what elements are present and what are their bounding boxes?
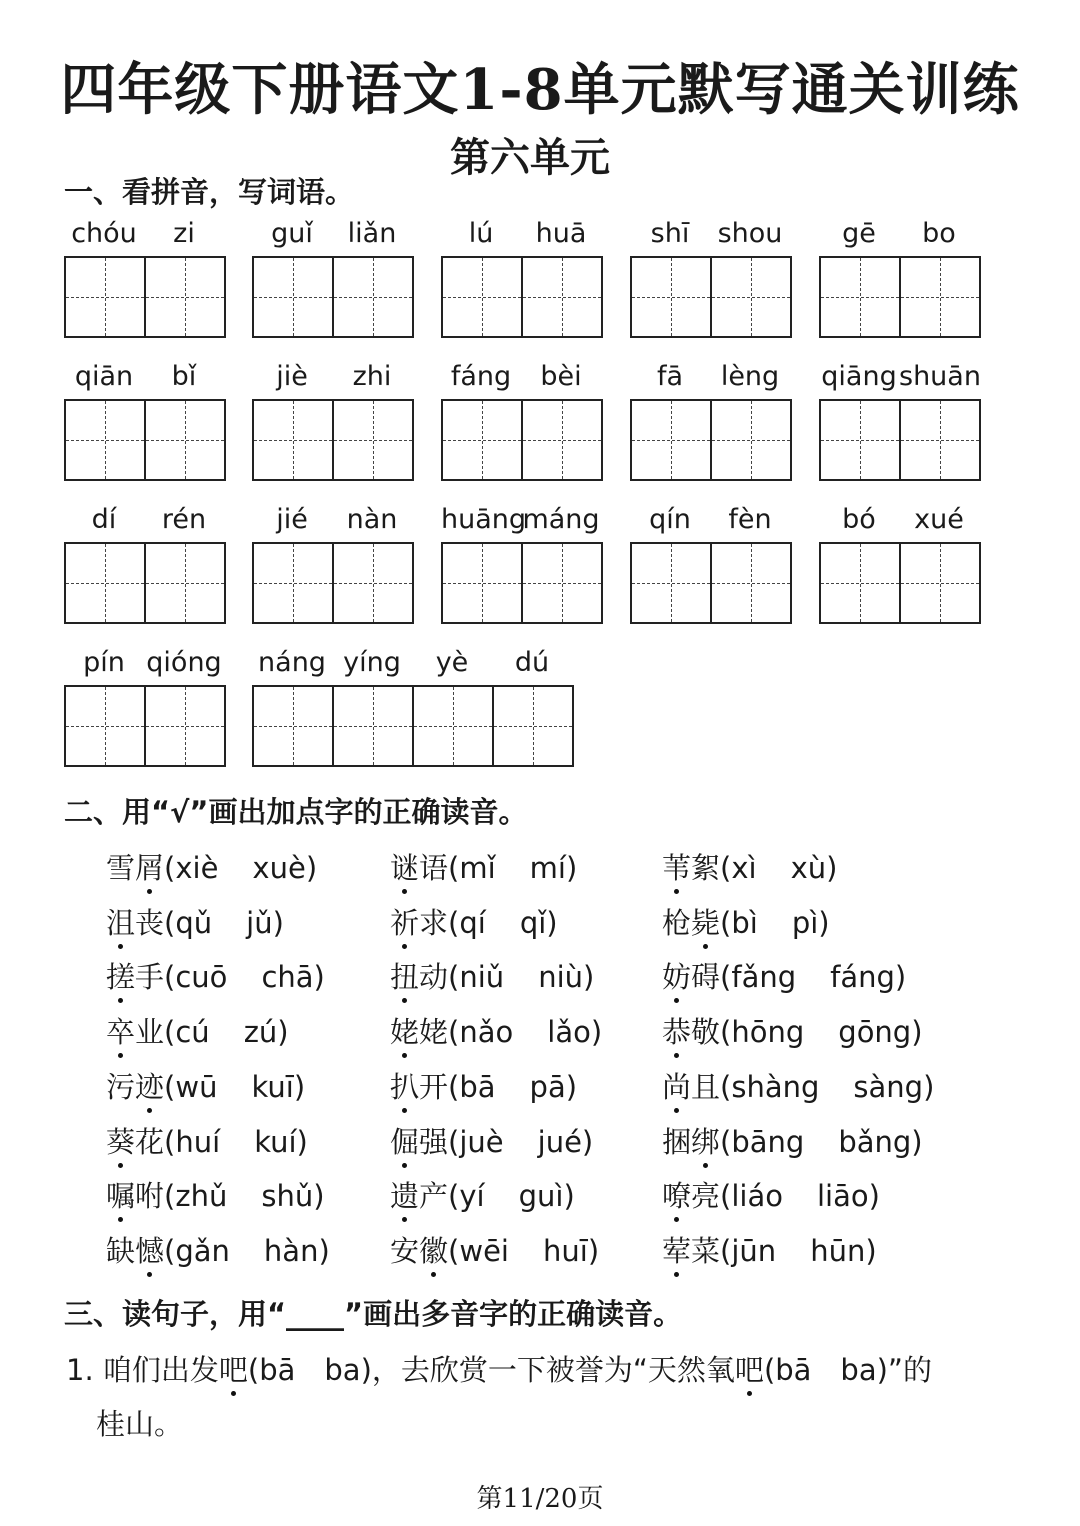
reading-option[interactable]: niǔ [459,960,505,994]
word-char: 手 [135,960,165,994]
writing-box[interactable] [332,685,414,767]
reading-option[interactable]: wēi [459,1234,509,1268]
reading-option[interactable]: pì [791,906,819,940]
dotted-char: 毙 [691,901,720,942]
writing-boxes [252,685,574,767]
paren-open: ( [164,1015,176,1049]
reading-option[interactable]: bā [459,1070,496,1104]
pronunciation-item [390,1229,599,1270]
pinyin-syllable: dú [514,647,550,678]
word-char: 姥 [419,1015,449,1049]
reading-option[interactable]: jǔ [246,906,273,940]
writing-boxes [441,542,603,624]
reading-option[interactable]: niù [538,960,584,994]
pinyin-syllable: huāng [441,504,527,535]
paren-open: ( [720,906,732,940]
reading-option[interactable]: mí [529,851,566,885]
dotted-char: 祈 [390,901,419,942]
pinyin-syllable: jié [276,504,308,535]
pronunciation-item [390,901,558,942]
reading-option[interactable]: kuí [254,1125,297,1159]
pronunciation-item [662,1229,877,1270]
reading-option[interactable]: pā [529,1070,566,1104]
paren-close: ) [305,851,318,885]
word-char: 缺 [106,1234,136,1268]
reading-option[interactable]: gǎn [175,1234,230,1268]
reading-option[interactable]: jué [537,1125,582,1159]
writing-boxes [441,256,603,338]
dotted-char: 憾 [135,1229,164,1270]
paren-open: ( [164,1070,176,1104]
writing-box[interactable] [521,542,603,624]
pinyin-syllable: bo [922,218,956,249]
dotted-char: 屑 [135,846,164,887]
writing-box[interactable] [710,399,792,481]
sentence-1-dotted-char-2: 吧 [735,1348,764,1389]
pinyin-syllable: qióng [146,647,222,678]
word-char: 敬 [691,1015,721,1049]
dotted-char: 倔 [390,1120,419,1161]
reading-option[interactable]: xì [731,851,757,885]
paren-close: ) [894,960,907,994]
dotted-char: 遗 [390,1174,419,1215]
reading-option[interactable]: bāng [731,1125,805,1159]
pinyin-syllable: bǐ [171,361,197,392]
paren-close: ) [313,960,325,994]
paren-close: ) [296,1125,308,1159]
paren-close: ) [865,1234,877,1268]
paren-open: ( [720,851,732,885]
writing-boxes [252,399,414,481]
word-char: 开 [419,1070,449,1104]
writing-box[interactable] [521,399,603,481]
word-char: 污 [106,1070,136,1104]
writing-box[interactable] [332,399,414,481]
pinyin-syllable: guǐ [271,218,313,249]
reading-option[interactable]: zhǔ [175,1179,228,1213]
reading-option[interactable]: huí [175,1125,221,1159]
paren-open: ( [164,1179,176,1213]
dotted-char: 嘱 [106,1174,135,1215]
reading-option[interactable]: jūn [731,1234,777,1268]
paren-open: ( [720,1125,732,1159]
reading-option[interactable]: xuè [252,851,306,885]
page-title: 四年级下册语文1-8单元默写通关训练 [60,57,1020,123]
reading-option[interactable]: xù [790,851,827,885]
pinyin-syllable: qiān [74,361,134,392]
writing-box[interactable] [252,399,334,481]
pinyin-syllable: pín [83,647,125,678]
dotted-char: 苇 [662,846,691,887]
sentence-1-part-a: 1. 咱们出发 [66,1353,219,1387]
dotted-char: 荤 [662,1229,691,1270]
writing-boxes [64,399,226,481]
pinyin-syllable: liǎn [347,218,397,249]
reading-option[interactable]: lǎo [547,1015,591,1049]
dotted-char: 谜 [390,846,419,887]
pronunciation-item [390,846,577,887]
word-char: 产 [419,1179,449,1213]
dotted-char: 徽 [419,1229,448,1270]
word-char: 求 [419,906,449,940]
reading-option[interactable]: hōng [731,1015,805,1049]
pinyin-syllable: fèn [728,504,772,535]
paren-close: ) [826,851,838,885]
writing-box[interactable] [899,542,981,624]
reading-option[interactable]: yí [459,1179,485,1213]
pinyin-syllable: lèng [720,361,780,392]
writing-box[interactable] [899,399,981,481]
pronunciation-item [106,1065,305,1106]
pinyin-syllable: shou [717,218,783,249]
paren-close: ) [911,1125,923,1159]
writing-box[interactable] [64,399,146,481]
writing-box[interactable] [441,256,523,338]
word-char: 且 [691,1070,721,1104]
writing-box[interactable] [710,256,792,338]
reading-option[interactable]: wū [175,1070,218,1104]
word-char: 强 [419,1125,449,1159]
word-char: 碍 [691,960,721,994]
word-char: 菜 [691,1234,721,1268]
writing-box[interactable] [819,399,901,481]
writing-box[interactable] [492,685,574,767]
word-char: 丧 [135,906,165,940]
writing-box[interactable] [630,542,712,624]
pronunciation-item [662,1065,934,1106]
pinyin-syllable: zhi [352,361,392,392]
paren-open: ( [448,960,460,994]
section3-heading: 三、读句子，用“____”画出多音字的正确读音。 [64,1297,683,1331]
reading-option[interactable]: gōng [838,1015,912,1049]
paren-close: ) [590,1015,603,1049]
word-char: 捆 [662,1125,692,1159]
reading-option[interactable]: qǔ [175,906,213,940]
writing-box[interactable] [899,256,981,338]
pinyin-syllable: bó [842,504,876,535]
writing-box[interactable] [521,256,603,338]
word-char: 动 [419,960,449,994]
writing-box[interactable] [630,399,712,481]
paren-open: ( [164,960,176,994]
pinyin-syllable: nàn [346,504,398,535]
word-char: 安 [390,1234,420,1268]
writing-box[interactable] [710,542,792,624]
pinyin-syllable: bèi [540,361,582,392]
word-char: 絮 [691,851,721,885]
reading-option[interactable]: hūn [810,1234,866,1268]
paren-open: ( [164,906,176,940]
reading-option[interactable]: cú [175,1015,210,1049]
reading-option[interactable]: qǐ [519,906,547,940]
paren-close: ) [546,906,558,940]
word-char: 亮 [691,1179,721,1213]
dotted-char: 嘹 [662,1174,691,1215]
word-char: 语 [419,851,449,885]
sentence-1-part-b: (bā ba)，去欣赏一下被誉为“天然氧 [247,1353,735,1387]
paren-close: ) [565,1070,578,1104]
reading-option[interactable]: chā [261,960,314,994]
paren-open: ( [448,1234,460,1268]
dotted-char: 葵 [106,1120,135,1161]
writing-boxes [819,542,981,624]
paren-close: ) [293,1070,306,1104]
reading-option[interactable]: bǎng [838,1125,912,1159]
pronunciation-item [390,1174,575,1215]
pronunciation-item [662,1010,923,1051]
writing-boxes [819,399,981,481]
pinyin-syllable: gē [842,218,876,249]
writing-box[interactable] [441,399,523,481]
pronunciation-item [106,1120,308,1161]
writing-box[interactable] [64,542,146,624]
writing-box[interactable] [144,256,226,338]
pinyin-syllable: qín [649,504,691,535]
unit-subtitle: 第六单元 [450,134,610,181]
pinyin-syllable: shī [650,218,690,249]
dotted-char: 恭 [662,1010,691,1051]
dotted-char: 搓 [106,955,135,996]
reading-option[interactable]: bì [731,906,758,940]
dotted-char: 妨 [662,955,691,996]
reading-option[interactable]: guì [518,1179,564,1213]
pinyin-syllable: yíng [343,647,401,678]
paren-open: ( [164,851,176,885]
paren-open: ( [448,851,460,885]
paren-close: ) [313,1179,325,1213]
paren-open: ( [448,906,460,940]
writing-box[interactable] [819,256,901,338]
pronunciation-item [390,1065,577,1106]
reading-option[interactable]: fáng [830,960,895,994]
pronunciation-item [662,1120,923,1161]
writing-boxes [252,542,414,624]
writing-boxes [819,256,981,338]
paren-open: ( [164,1234,176,1268]
paren-close: ) [868,1179,880,1213]
writing-box[interactable] [64,256,146,338]
paren-close: ) [911,1015,923,1049]
pronunciation-item [662,1174,880,1215]
sentence-1-line-2: 桂山。 [96,1407,184,1441]
word-char: 业 [135,1015,165,1049]
pronunciation-item [106,955,325,996]
reading-option[interactable]: zú [243,1015,278,1049]
writing-box[interactable] [144,399,226,481]
pronunciation-item [390,1010,602,1051]
paren-open: ( [720,1179,732,1213]
writing-box[interactable] [144,542,226,624]
pinyin-syllable: chóu [71,218,137,249]
pinyin-syllable: qiāng [821,361,897,392]
section1-heading: 一、看拼音，写词语。 [64,175,355,209]
writing-box[interactable] [630,256,712,338]
dotted-char: 尚 [662,1065,691,1106]
pronunciation-item [106,901,284,942]
pronunciation-item [106,846,317,887]
writing-box[interactable] [332,256,414,338]
paren-open: ( [164,1125,176,1159]
paren-close: ) [581,1125,594,1159]
pinyin-syllable: fā [656,361,684,392]
word-char: 枪 [662,906,692,940]
writing-boxes [64,256,226,338]
pinyin-syllable: dí [91,504,117,535]
writing-boxes [441,399,603,481]
dotted-char: 迹 [135,1065,164,1106]
pinyin-syllable: náng [258,647,326,678]
reading-option[interactable]: hàn [263,1234,319,1268]
dotted-char: 绑 [691,1120,720,1161]
paren-close: ) [818,906,830,940]
pronunciation-item [662,846,837,887]
pinyin-syllable: rén [161,504,207,535]
reading-option[interactable]: xiè [175,851,219,885]
page-number: 第11/20页 [476,1484,604,1514]
paren-close: ) [587,1234,600,1268]
writing-box[interactable] [144,685,226,767]
paren-open: ( [448,1015,460,1049]
writing-box[interactable] [64,685,146,767]
pinyin-syllable: fáng [450,361,512,392]
writing-boxes [252,256,414,338]
section2-heading: 二、用“√”画出加点字的正确读音。 [64,795,528,829]
writing-box[interactable] [441,542,523,624]
writing-boxes [630,542,792,624]
writing-box[interactable] [252,685,334,767]
dotted-char: 扒 [390,1065,419,1106]
pronunciation-item [390,955,594,996]
sentence-1-part-c: (bā ba)”的 [763,1353,932,1387]
paren-open: ( [448,1179,460,1213]
pronunciation-item [106,1010,289,1051]
writing-boxes [630,256,792,338]
writing-boxes [64,542,226,624]
reading-option[interactable]: cuō [175,960,228,994]
word-char: 咐 [135,1179,165,1213]
paren-close: ) [277,1015,289,1049]
reading-option[interactable]: liáo [731,1179,783,1213]
writing-box[interactable] [252,256,334,338]
writing-box[interactable] [332,542,414,624]
pinyin-syllable: xué [914,504,964,535]
paren-close: ) [563,1179,575,1213]
reading-option[interactable]: shàng [731,1070,820,1104]
reading-option[interactable]: nǎo [459,1015,514,1049]
paren-open: ( [720,1015,732,1049]
paren-open: ( [448,1125,460,1159]
pinyin-syllable: lú [468,218,494,249]
pinyin-syllable: huā [535,218,587,249]
pinyin-syllable: shuān [899,361,981,392]
dotted-char: 姥 [390,1010,419,1051]
reading-option[interactable]: shǔ [261,1179,314,1213]
pronunciation-item [106,1229,330,1270]
word-char: 花 [135,1125,165,1159]
reading-option[interactable]: fǎng [731,960,797,994]
sentence-1 [66,1348,932,1389]
paren-close: ) [583,960,595,994]
paren-close: ) [923,1070,935,1104]
word-char: 雪 [106,851,136,885]
reading-option[interactable]: huī [542,1234,588,1268]
pinyin-syllable: máng [522,504,600,535]
pinyin-syllable: yè [435,647,469,678]
reading-option[interactable]: sàng [853,1070,924,1104]
reading-option[interactable]: qí [459,906,486,940]
pinyin-syllable: jiè [276,361,308,392]
reading-option[interactable]: juè [459,1125,504,1159]
sentence-1-dotted-char-1: 吧 [219,1348,248,1389]
writing-boxes [630,399,792,481]
dotted-char: 沮 [106,901,135,942]
dotted-char: 卒 [106,1010,135,1051]
pronunciation-item [662,955,906,996]
reading-option[interactable]: kuī [251,1070,294,1104]
paren-open: ( [720,1234,732,1268]
paren-close: ) [272,906,284,940]
paren-open: ( [448,1070,460,1104]
reading-option[interactable]: mǐ [459,851,496,885]
paren-open: ( [720,1070,732,1104]
pronunciation-item [106,1174,325,1215]
writing-box[interactable] [252,542,334,624]
pronunciation-item [662,901,830,942]
paren-close: ) [565,851,578,885]
writing-box[interactable] [819,542,901,624]
reading-option[interactable]: liāo [817,1179,869,1213]
pinyin-syllable: zi [173,218,195,249]
paren-close: ) [318,1234,330,1268]
paren-open: ( [720,960,732,994]
pronunciation-item [390,1120,593,1161]
dotted-char: 扭 [390,955,419,996]
writing-boxes [64,685,226,767]
writing-box[interactable] [412,685,494,767]
